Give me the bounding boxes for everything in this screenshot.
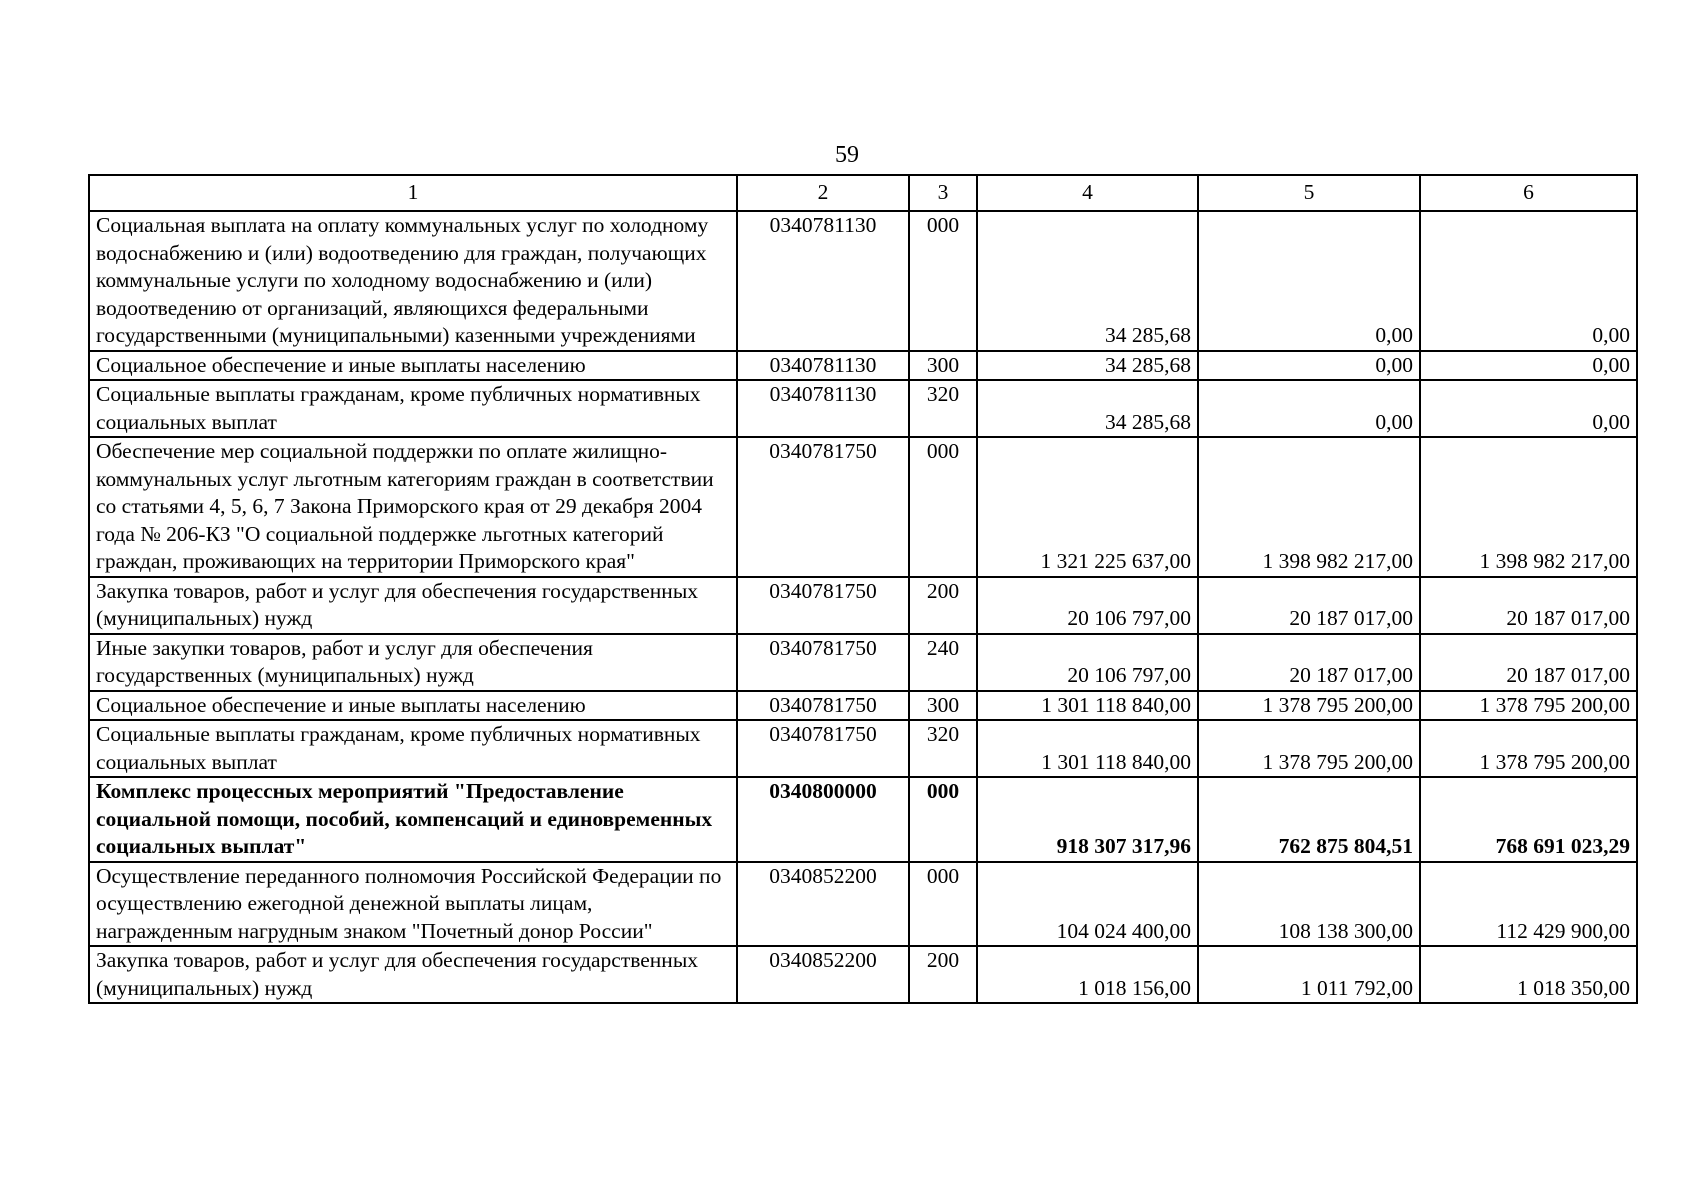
row-value-6: 1 398 982 217,00 bbox=[1420, 437, 1637, 577]
row-value-6: 20 187 017,00 bbox=[1420, 577, 1637, 634]
row-vr: 000 bbox=[909, 862, 977, 947]
table-row bbox=[89, 720, 1637, 777]
table-row bbox=[89, 691, 1637, 721]
table-row bbox=[89, 211, 1637, 351]
row-value-5: 108 138 300,00 bbox=[1198, 862, 1420, 947]
row-vr: 300 bbox=[909, 691, 977, 721]
table-row-program-total bbox=[89, 777, 1637, 862]
header-col-1: 1 bbox=[89, 175, 737, 211]
table-row bbox=[89, 946, 1637, 1003]
row-value-6: 0,00 bbox=[1420, 211, 1637, 351]
header-row bbox=[89, 175, 1637, 211]
row-name: Социальные выплаты гражданам, кроме публичных нормативных социальных выплат bbox=[89, 380, 737, 437]
row-value-5: 0,00 bbox=[1198, 351, 1420, 381]
row-value-4: 34 285,68 bbox=[977, 211, 1198, 351]
row-code: 0340781130 bbox=[737, 351, 909, 381]
table-row bbox=[89, 380, 1637, 437]
row-value-5: 1 398 982 217,00 bbox=[1198, 437, 1420, 577]
table-row bbox=[89, 577, 1637, 634]
row-vr: 000 bbox=[909, 211, 977, 351]
row-name: Комплекс процессных мероприятий "Предоставление социальной помощи, пособий, компенсаций и единовременных социальных выплат" bbox=[89, 777, 737, 862]
row-value-5: 20 187 017,00 bbox=[1198, 577, 1420, 634]
row-value-4: 1 018 156,00 bbox=[977, 946, 1198, 1003]
row-value-4: 34 285,68 bbox=[977, 351, 1198, 381]
row-code: 0340781130 bbox=[737, 211, 909, 351]
row-vr: 320 bbox=[909, 380, 977, 437]
row-vr: 320 bbox=[909, 720, 977, 777]
row-name: Социальная выплата на оплату коммунальных услуг по холодному водоснабжению и (или) водоотведению для граждан, получающих коммунальные услуги по холодному водоснабжению и (или) водоотведению от организаций, являющихся федеральными государственными (муниципальными) казенными учреждениями bbox=[89, 211, 737, 351]
row-vr: 200 bbox=[909, 577, 977, 634]
table-row bbox=[89, 351, 1637, 381]
row-vr: 300 bbox=[909, 351, 977, 381]
table-row bbox=[89, 634, 1637, 691]
row-code: 0340852200 bbox=[737, 862, 909, 947]
table-row bbox=[89, 437, 1637, 577]
row-name: Иные закупки товаров, работ и услуг для обеспечения государственных (муниципальных) нужд bbox=[89, 634, 737, 691]
row-value-4: 1 321 225 637,00 bbox=[977, 437, 1198, 577]
row-code: 0340781750 bbox=[737, 691, 909, 721]
row-value-5: 762 875 804,51 bbox=[1198, 777, 1420, 862]
row-name: Социальное обеспечение и иные выплаты населению bbox=[89, 351, 737, 381]
row-name: Осуществление переданного полномочия Российской Федерации по осуществлению ежегодной денежной выплаты лицам, награжденным нагрудным знаком "Почетный донор России" bbox=[89, 862, 737, 947]
row-code: 0340781750 bbox=[737, 577, 909, 634]
header-col-4: 4 bbox=[977, 175, 1198, 211]
row-vr: 000 bbox=[909, 777, 977, 862]
row-value-6: 1 378 795 200,00 bbox=[1420, 720, 1637, 777]
row-value-6: 1 378 795 200,00 bbox=[1420, 691, 1637, 721]
row-name: Закупка товаров, работ и услуг для обеспечения государственных (муниципальных) нужд bbox=[89, 577, 737, 634]
budget-table-body bbox=[89, 175, 1637, 1003]
row-value-5: 20 187 017,00 bbox=[1198, 634, 1420, 691]
row-value-6: 1 018 350,00 bbox=[1420, 946, 1637, 1003]
row-value-5: 0,00 bbox=[1198, 211, 1420, 351]
row-vr: 000 bbox=[909, 437, 977, 577]
row-code: 0340781750 bbox=[737, 720, 909, 777]
row-value-4: 1 301 118 840,00 bbox=[977, 691, 1198, 721]
row-value-6: 0,00 bbox=[1420, 380, 1637, 437]
row-value-5: 1 011 792,00 bbox=[1198, 946, 1420, 1003]
row-name: Социальные выплаты гражданам, кроме публичных нормативных социальных выплат bbox=[89, 720, 737, 777]
row-value-4: 918 307 317,96 bbox=[977, 777, 1198, 862]
row-value-6: 0,00 bbox=[1420, 351, 1637, 381]
row-code: 0340781130 bbox=[737, 380, 909, 437]
row-code: 0340852200 bbox=[737, 946, 909, 1003]
row-value-4: 20 106 797,00 bbox=[977, 634, 1198, 691]
table-row bbox=[89, 862, 1637, 947]
budget-table bbox=[88, 174, 1638, 1004]
row-value-4: 1 301 118 840,00 bbox=[977, 720, 1198, 777]
row-value-6: 20 187 017,00 bbox=[1420, 634, 1637, 691]
header-col-6: 6 bbox=[1420, 175, 1637, 211]
row-value-5: 0,00 bbox=[1198, 380, 1420, 437]
row-code: 0340781750 bbox=[737, 634, 909, 691]
row-name: Обеспечение мер социальной поддержки по оплате жилищно-коммунальных услуг льготным категориям граждан в соответствии со статьями 4, 5, 6, 7 Закона Приморского края от 29 декабря 2004 года № 206-КЗ "О социальной поддержке льготных категорий граждан, проживающих на территории Приморского края" bbox=[89, 437, 737, 577]
row-value-6: 768 691 023,29 bbox=[1420, 777, 1637, 862]
row-value-4: 104 024 400,00 bbox=[977, 862, 1198, 947]
header-col-3: 3 bbox=[909, 175, 977, 211]
row-code: 0340781750 bbox=[737, 437, 909, 577]
row-name: Закупка товаров, работ и услуг для обеспечения государственных (муниципальных) нужд bbox=[89, 946, 737, 1003]
header-col-2: 2 bbox=[737, 175, 909, 211]
row-value-5: 1 378 795 200,00 bbox=[1198, 720, 1420, 777]
row-value-4: 34 285,68 bbox=[977, 380, 1198, 437]
header-col-5: 5 bbox=[1198, 175, 1420, 211]
row-code: 0340800000 bbox=[737, 777, 909, 862]
row-vr: 240 bbox=[909, 634, 977, 691]
page-number: 59 bbox=[835, 142, 859, 168]
row-value-5: 1 378 795 200,00 bbox=[1198, 691, 1420, 721]
row-value-4: 20 106 797,00 bbox=[977, 577, 1198, 634]
row-vr: 200 bbox=[909, 946, 977, 1003]
row-name: Социальное обеспечение и иные выплаты населению bbox=[89, 691, 737, 721]
row-value-6: 112 429 900,00 bbox=[1420, 862, 1637, 947]
